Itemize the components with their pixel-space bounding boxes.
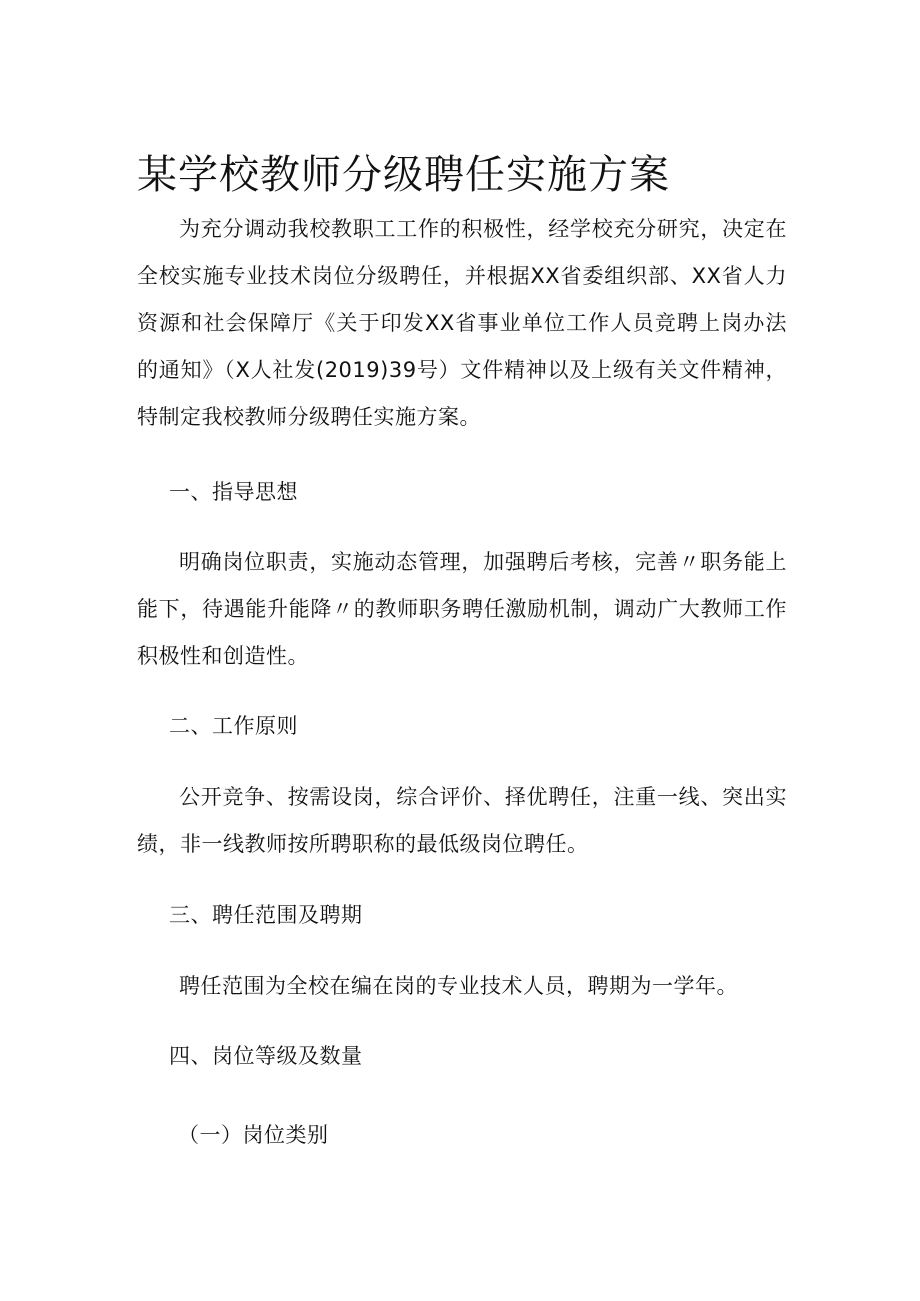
section-body-work-principles: 公开竞争、按需设岗，综合评价、择优聘任，注重一线、突出实绩，非一线教师按所聘职称的最低级岗位聘任。 xyxy=(137,785,787,856)
document-title: 某学校教师分级聘任实施方案 xyxy=(137,151,670,198)
section-heading-scope-and-term: 三、聘任范围及聘期 xyxy=(169,903,363,927)
section-heading-post-levels: 四、岗位等级及数量 xyxy=(169,1044,363,1068)
subsection-heading-post-category: （一）岗位类别 xyxy=(178,1123,329,1147)
section-body-guiding-ideology: 明确岗位职责，实施动态管理，加强聘后考核，完善〃职务能上能下，待遇能升能降〃的教师职务聘任激励机制，调动广大教师工作积极性和创造性。 xyxy=(137,550,787,668)
section-body-scope-and-term: 聘任范围为全校在编在岗的专业技术人员，聘期为一学年。 xyxy=(179,974,738,998)
section-heading-guiding-ideology: 一、指导思想 xyxy=(169,480,298,504)
intro-paragraph: 为充分调动我校教职工工作的积极性，经学校充分研究，决定在全校实施专业技术岗位分级聘任，并根据XX省委组织部、XX省人力资源和社会保障厅《关于印发XX省事业单位工作人员竞聘上岗办法的通知》（X人社发(2019)39号）文件精神以及上级有关文件精神，特制定我校教师分级聘任实施方案。 xyxy=(137,217,787,429)
section-heading-work-principles: 二、工作原则 xyxy=(169,714,298,738)
